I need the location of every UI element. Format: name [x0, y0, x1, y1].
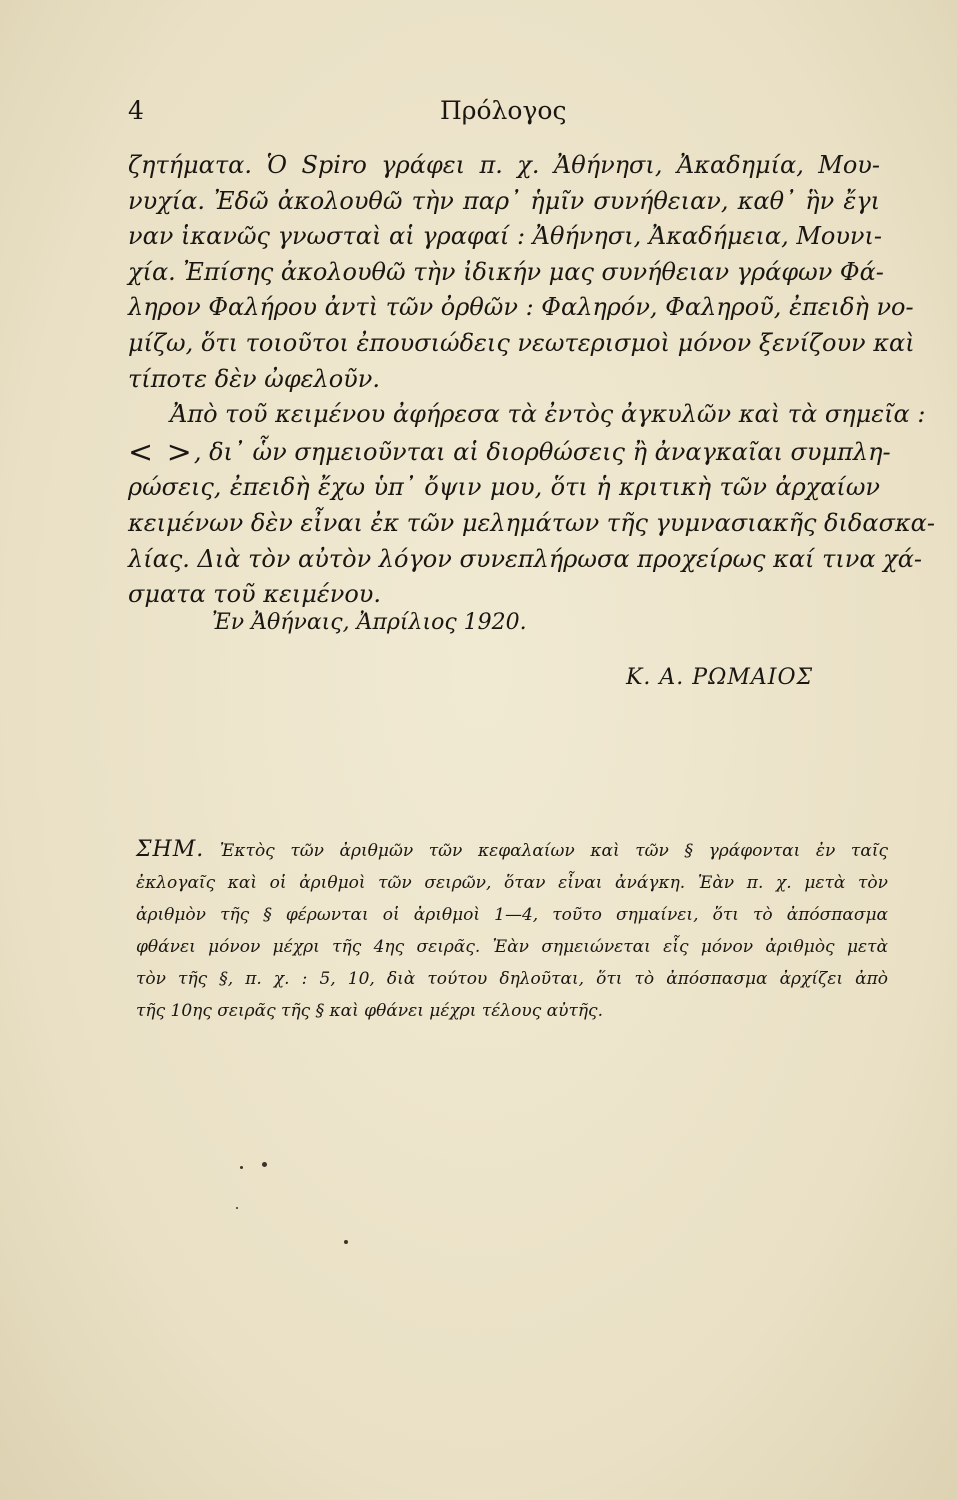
text-line: χία. Ἐπίσης ἀκολουθῶ τὴν ἰδικήν μας συνήθειαν γράφων Φά- [128, 257, 884, 286]
note-line: τὸν τῆς §, π. χ. : 5, 10, διὰ τούτου δηλοῦται, ὅτι τὸ ἀπόσπασμα ἀρχίζει ἀπὸ [136, 969, 888, 989]
running-head: Πρόλογος [440, 96, 567, 125]
ink-speck [240, 1166, 243, 1169]
text-line: κειμένων δὲν εἶναι ἐκ τῶν μελημάτων τῆς γυμνασιακῆς διδασκα- [128, 508, 935, 537]
note-line: ἐκλογαῖς καὶ οἱ ἀριθμοὶ τῶν σειρῶν, ὅταν εἶναι ἀνάγκη. Ἐὰν π. χ. μετὰ τὸν [136, 873, 888, 893]
text-line: σματα τοῦ κειμένου. [128, 580, 382, 609]
page-number: 4 [128, 96, 144, 125]
text-line: Ἀπὸ τοῦ κειμένου ἀφήρεσα τὰ ἐντὸς ἀγκυλῶν καὶ τὰ σημεῖα : [170, 400, 926, 429]
note-line: φθάνει μόνον μέχρι τῆς 4ης σειρᾶς. Ἐὰν σημειώνεται εἷς μόνον ἀριθμὸς μετὰ [136, 937, 888, 957]
text-line: λίας. Διὰ τὸν αὐτὸν λόγον συνεπλήρωσα προχείρως καί τινα χά- [128, 544, 923, 573]
ink-speck [344, 1240, 348, 1244]
note-first-line: Ἐκτὸς τῶν ἀριθμῶν τῶν κεφαλαίων καὶ τῶν § γράφονται ἐν ταῖς [219, 841, 889, 861]
text-line: ζητήματα. Ὁ Spiro γράφει π. χ. Ἀθήνησι, Ἀκαδημία, Μου- [128, 151, 880, 179]
text-line: ναν ἱκανῶς γνωσταὶ αἱ γραφαί : Ἀθήνησι, Ἀκαδήμεια, Μουνι- [128, 222, 883, 251]
text-line: νυχία. Ἐδῶ ἀκολουθῶ τὴν παρ᾽ ἡμῖν συνήθειαν, καθ᾽ ἣν ἔγι [128, 186, 880, 215]
text-line: ρώσεις, ἐπειδὴ ἔχω ὑπ᾽ ὄψιν μου, ὅτι ἡ κριτικὴ τῶν ἀρχαίων [128, 473, 880, 502]
note-label: ΣΗΜ. [136, 837, 205, 862]
note-line: τῆς 10ης σειρᾶς τῆς § καὶ φθάνει μέχρι τέλους αὐτῆς. [136, 1001, 603, 1021]
text-line: ληρον Φαλήρου ἀντὶ τῶν ὀρθῶν : Φαληρόν, Φαληροῦ, ἐπειδὴ νο- [128, 293, 914, 322]
ink-speck [262, 1162, 267, 1167]
text-line: τίποτε δὲν ὠφελοῦν. [128, 364, 380, 393]
place-date: Ἐν Ἀθήναις, Ἀπρίλιος 1920. [212, 610, 527, 635]
note-line [136, 834, 888, 867]
note-line: ἀριθμὸν τῆς § φέρωνται οἱ ἀριθμοὶ 1—4, τοῦτο σημαίνει, ὅτι τὸ ἀπόσπασμα [136, 905, 888, 925]
text-line: μίζω, ὅτι τοιοῦτοι ἐπουσιώδεις νεωτερισμοὶ μόνον ξενίζουν καὶ [128, 328, 915, 357]
preface-body [128, 148, 935, 613]
text-line-rest: , δι᾽ ὧν σημειοῦνται αἱ διορθώσεις ἢ ἀναγκαῖαι συμπλη- [193, 437, 891, 466]
angle-brackets-symbol: < > [128, 434, 194, 470]
author-signature: Κ. Α. ΡΩΜΑΙΟΣ [626, 665, 814, 690]
text-line-with-brackets [128, 433, 891, 471]
footnote [136, 834, 888, 1027]
ink-speck [236, 1207, 238, 1209]
